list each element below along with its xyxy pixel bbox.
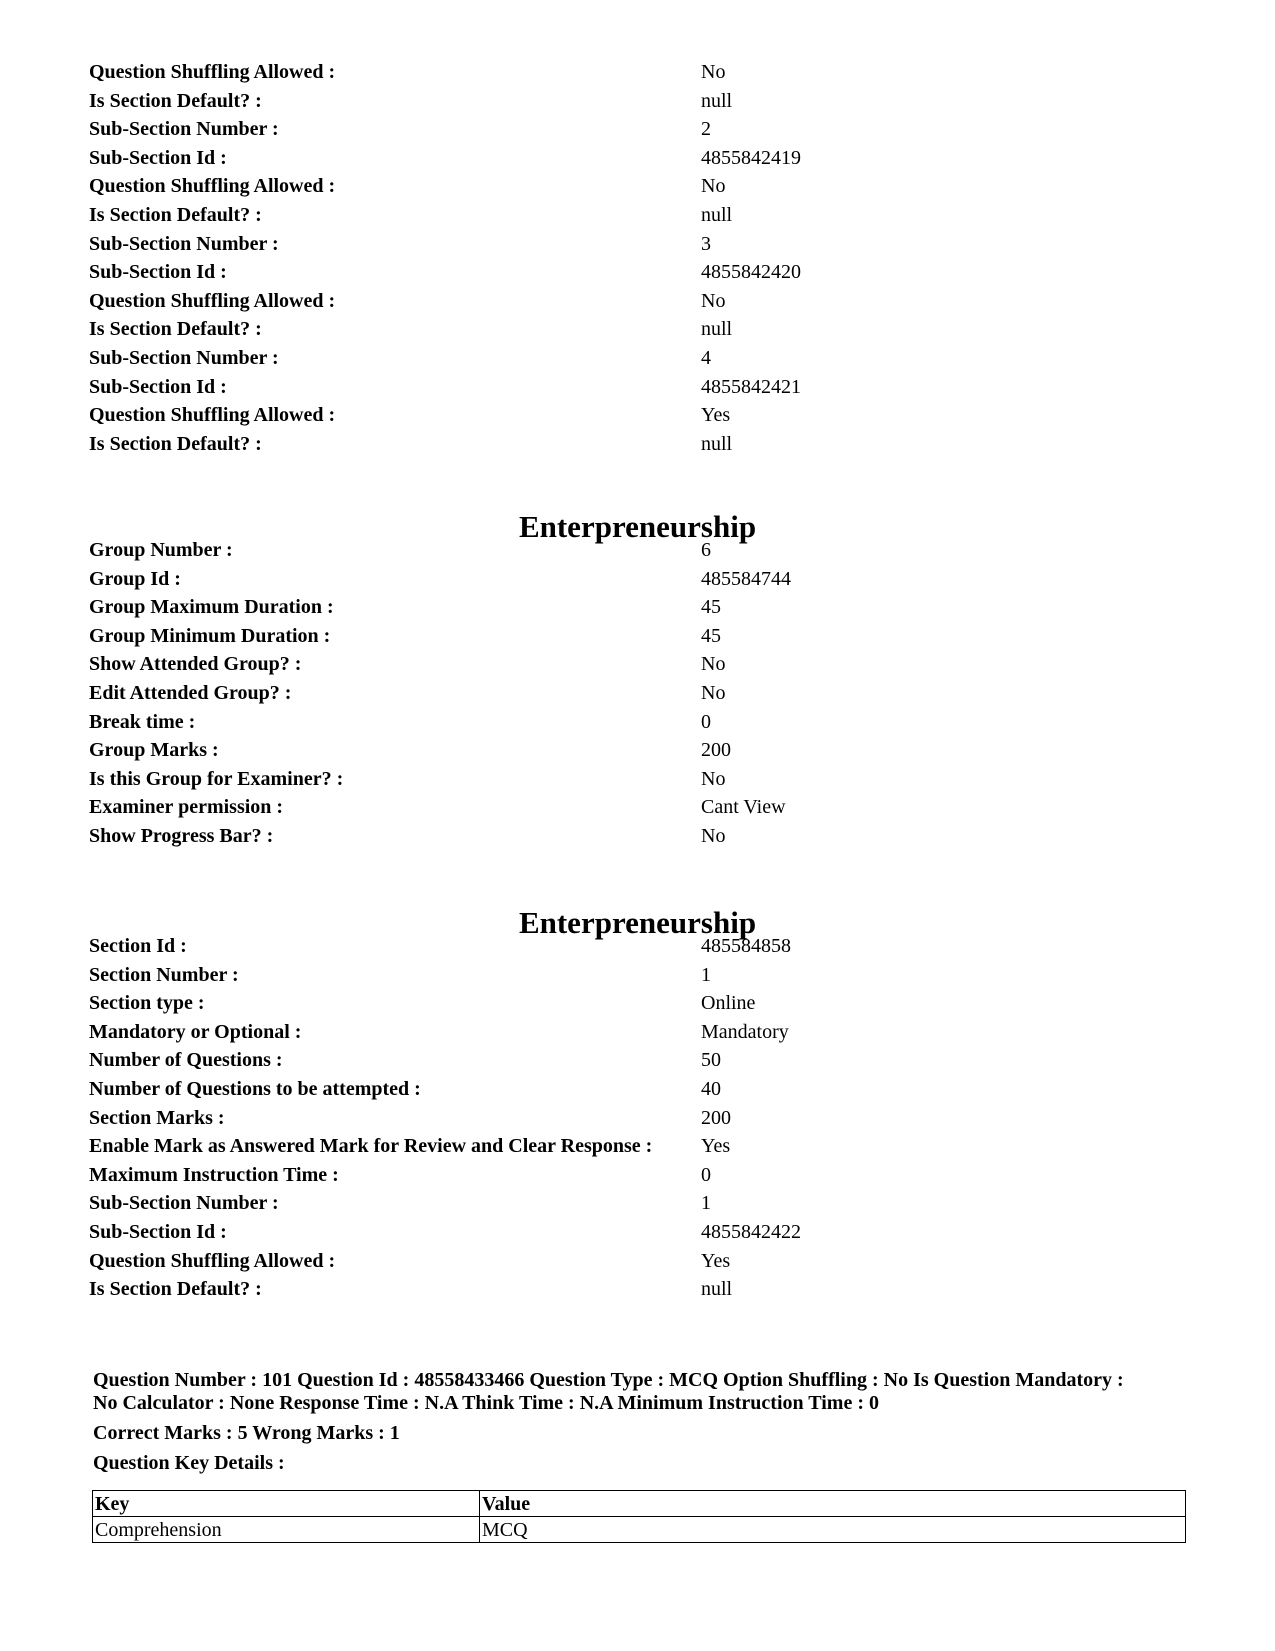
group-details	[89, 536, 1189, 851]
detail-value: 4855842420	[701, 261, 801, 284]
detail-label: Enable Mark as Answered Mark for Review and Clear Response :	[89, 1135, 653, 1158]
detail-value: 50	[701, 1049, 721, 1072]
detail-value: No	[701, 824, 726, 847]
detail-row	[89, 287, 1189, 316]
detail-label: Sub-Section Number :	[89, 232, 279, 255]
table-cell-key: Comprehension	[93, 1517, 480, 1543]
detail-label: Edit Attended Group? :	[89, 681, 292, 704]
section-title: Enterpreneurship	[518, 905, 757, 940]
detail-value: 40	[701, 1077, 721, 1100]
detail-label: Sub-Section Number :	[89, 346, 279, 369]
detail-row	[89, 793, 1189, 822]
question-key-details-label: Question Key Details :	[93, 1452, 285, 1474]
detail-label: Section Marks :	[89, 1106, 225, 1129]
question-info	[93, 1369, 1193, 1475]
detail-value: No	[701, 767, 726, 790]
detail-label: Sub-Section Id :	[89, 375, 227, 398]
detail-row	[89, 315, 1189, 344]
detail-row	[89, 708, 1189, 737]
detail-row	[89, 650, 1189, 679]
detail-label: Question Shuffling Allowed :	[89, 175, 336, 198]
detail-label: Group Maximum Duration :	[89, 596, 334, 619]
detail-value: null	[701, 89, 733, 112]
detail-row	[89, 765, 1189, 794]
detail-value: 0	[701, 1163, 711, 1186]
table-cell-value: MCQ	[480, 1517, 1186, 1543]
detail-row	[89, 115, 1189, 144]
detail-value: 45	[701, 596, 721, 619]
detail-label: Examiner permission :	[89, 796, 284, 819]
detail-label: Number of Questions :	[89, 1049, 283, 1072]
detail-label: Group Id :	[89, 567, 181, 590]
detail-label: Number of Questions to be attempted :	[89, 1077, 421, 1100]
detail-value: No	[701, 681, 726, 704]
detail-row	[89, 201, 1189, 230]
table-header-value: Value	[480, 1491, 1186, 1517]
detail-label: Question Shuffling Allowed :	[89, 1249, 336, 1272]
detail-label: Is this Group for Examiner? :	[89, 767, 344, 790]
detail-value: null	[701, 1278, 733, 1301]
detail-row	[89, 989, 1189, 1018]
detail-value: 200	[701, 739, 731, 762]
detail-row	[89, 679, 1189, 708]
detail-value: 485584858	[701, 935, 791, 957]
detail-value: 0	[701, 710, 711, 733]
detail-label: Group Marks :	[89, 739, 219, 762]
detail-row	[89, 58, 1189, 87]
detail-value: No	[701, 653, 726, 676]
detail-label: Question Shuffling Allowed :	[89, 404, 336, 427]
detail-value: No	[701, 61, 726, 83]
detail-row	[89, 822, 1189, 851]
detail-label: Question Shuffling Allowed :	[89, 289, 336, 312]
detail-value: Yes	[701, 1135, 731, 1158]
detail-label: Sub-Section Id :	[89, 261, 227, 284]
detail-value: No	[701, 289, 726, 312]
detail-row	[89, 373, 1189, 402]
detail-label: Group Minimum Duration :	[89, 624, 331, 647]
detail-value: 2	[701, 118, 711, 141]
detail-row	[89, 344, 1189, 373]
detail-label: Sub-Section Id :	[89, 146, 227, 169]
detail-row	[89, 736, 1189, 765]
detail-value: 6	[701, 539, 711, 561]
detail-value: null	[701, 318, 733, 341]
detail-value: 3	[701, 232, 711, 255]
detail-value: 1	[701, 1192, 711, 1215]
detail-row	[89, 1247, 1189, 1276]
detail-row	[89, 144, 1189, 173]
detail-label: Is Section Default? :	[89, 318, 262, 341]
table-header-key: Key	[93, 1491, 480, 1517]
detail-label: Sub-Section Id :	[89, 1220, 227, 1243]
detail-label: Is Section Default? :	[89, 89, 262, 112]
detail-value: No	[701, 175, 726, 198]
detail-row	[89, 536, 1189, 565]
detail-row	[89, 1132, 1189, 1161]
detail-label: Is Section Default? :	[89, 1278, 262, 1301]
detail-label: Show Attended Group? :	[89, 653, 302, 676]
detail-label: Sub-Section Number :	[89, 118, 279, 141]
detail-value: null	[701, 432, 733, 455]
detail-label: Maximum Instruction Time :	[89, 1163, 339, 1186]
detail-value: 45	[701, 624, 721, 647]
detail-row	[89, 593, 1189, 622]
detail-row	[89, 230, 1189, 259]
detail-value: Mandatory	[701, 1020, 789, 1043]
question-meta-line-1: Question Number : 101 Question Id : 48558433466 Question Type : MCQ Option Shuffling : No Is Question Mandatory :	[93, 1369, 1124, 1391]
detail-row	[89, 1161, 1189, 1190]
detail-row	[89, 87, 1189, 116]
question-meta-line-2: No Calculator : None Response Time : N.A Think Time : N.A Minimum Instruction Time : 0	[93, 1392, 879, 1414]
detail-row	[89, 1218, 1189, 1247]
detail-label: Is Section Default? :	[89, 203, 262, 226]
detail-row	[89, 932, 1189, 961]
detail-value: Yes	[701, 1249, 731, 1272]
detail-label: Mandatory or Optional :	[89, 1020, 302, 1043]
detail-value: 1	[701, 963, 711, 986]
detail-row	[89, 172, 1189, 201]
detail-label: Sub-Section Number :	[89, 1192, 279, 1215]
detail-label: Group Number :	[89, 539, 233, 561]
detail-row	[89, 1046, 1189, 1075]
detail-row	[89, 1018, 1189, 1047]
detail-row	[89, 1275, 1189, 1304]
detail-row	[89, 1075, 1189, 1104]
table-header-row	[93, 1491, 1186, 1517]
detail-value: null	[701, 203, 733, 226]
section-details	[89, 932, 1189, 1304]
detail-label: Section Number :	[89, 963, 239, 986]
detail-label: Break time :	[89, 710, 196, 733]
question-marks: Correct Marks : 5 Wrong Marks : 1	[93, 1422, 400, 1444]
detail-row	[89, 565, 1189, 594]
detail-label: Section type :	[89, 992, 205, 1015]
table-row	[93, 1517, 1186, 1543]
detail-value: Online	[701, 992, 756, 1015]
detail-row	[89, 258, 1189, 287]
detail-value: Cant View	[701, 796, 786, 819]
detail-row	[89, 622, 1189, 651]
detail-value: 4	[701, 346, 711, 369]
group-title: Enterpreneurship	[518, 509, 757, 544]
question-key-table	[92, 1490, 1186, 1543]
detail-value: 4855842419	[701, 146, 801, 169]
detail-row	[89, 1104, 1189, 1133]
subsection-details	[89, 58, 1189, 458]
detail-row	[89, 1189, 1189, 1218]
detail-value: 4855842422	[701, 1220, 801, 1243]
detail-label: Section Id :	[89, 935, 187, 957]
detail-label: Is Section Default? :	[89, 432, 262, 455]
detail-row	[89, 430, 1189, 459]
detail-label: Show Progress Bar? :	[89, 824, 274, 847]
detail-value: 485584744	[701, 567, 791, 590]
detail-value: 4855842421	[701, 375, 801, 398]
detail-label: Question Shuffling Allowed :	[89, 61, 336, 83]
detail-row	[89, 401, 1189, 430]
detail-value: 200	[701, 1106, 731, 1129]
detail-row	[89, 961, 1189, 990]
detail-value: Yes	[701, 404, 731, 427]
